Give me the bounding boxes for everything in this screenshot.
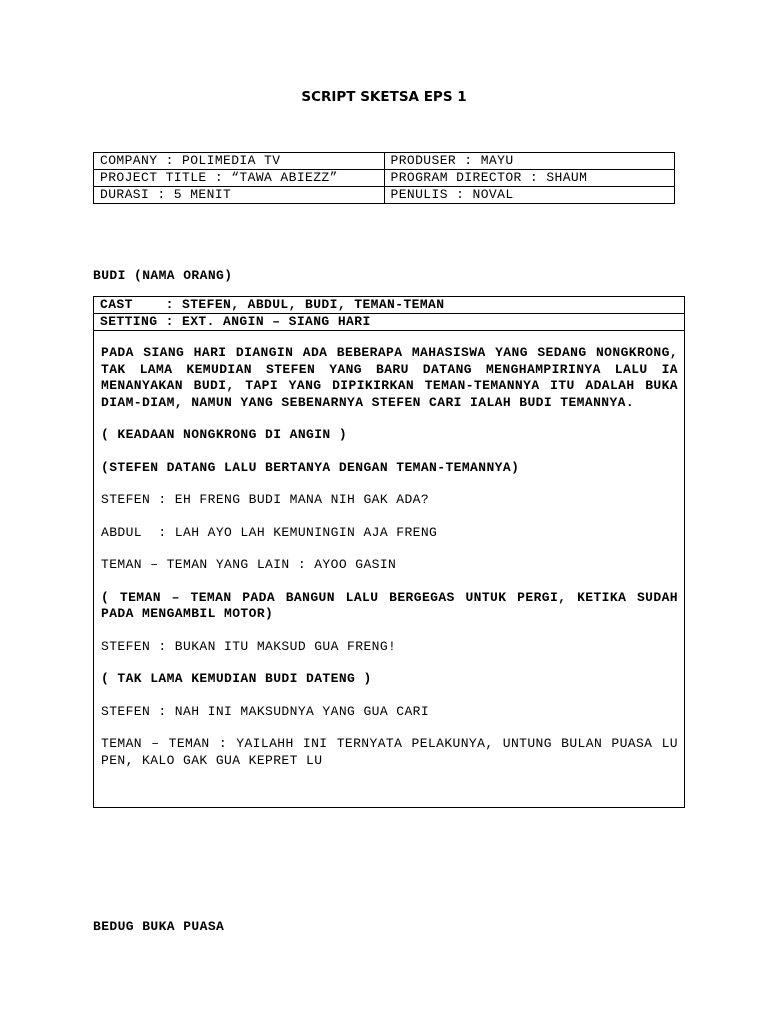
company-cell: COMPANY : POLIMEDIA TV <box>94 153 385 170</box>
penulis-cell: PENULIS : NOVAL <box>384 187 675 204</box>
scene-2-heading: BEDUG BUKA PUASA <box>93 919 225 934</box>
scene-body <box>94 331 684 769</box>
production-info-table <box>93 152 675 204</box>
cast-row: CAST : STEFEN, ABDUL, BUDI, TEMAN-TEMAN <box>94 297 684 314</box>
durasi-cell: DURASI : 5 MENIT <box>94 187 385 204</box>
scene-description: PADA SIANG HARI DIANGIN ADA BEBERAPA MAHASISWA YANG SEDANG NONGKRONG, TAK LAMA KEMUDIAN STEFEN YANG BARU DATANG MENGHAMPIRINYA LALU IA MENANYAKAN BUDI, TAPI YANG DIPIKIRKAN TEMAN-TEMANNYA ITU ADALAH BUKA DIAM-DIAM, NAMUN YANG SEBENARNYA STEFEN CARI IALAH BUDI TEMANNYA. <box>101 345 678 410</box>
stage-direction: (STEFEN DATANG LALU BERTANYA DENGAN TEMAN-TEMANNYA) <box>101 459 520 475</box>
dialogue-line: TEMAN – TEMAN YANG LAIN : AYOO GASIN <box>101 557 397 572</box>
dialogue-line: STEFEN : EH FRENG BUDI MANA NIH GAK ADA? <box>101 492 430 507</box>
dialogue-line: STEFEN : BUKAN ITU MAKSUD GUA FRENG! <box>101 638 397 654</box>
dialogue-line: STEFEN : NAH INI MAKSUDNYA YANG GUA CARI <box>101 703 430 719</box>
document-title: SCRIPT SKETSA EPS 1 <box>301 89 467 105</box>
table-row <box>94 170 675 187</box>
scene-1-box <box>93 296 685 808</box>
produser-cell: PRODUSER : MAYU <box>384 153 675 170</box>
project-title-cell: PROJECT TITLE : “TAWA ABIEZZ” <box>94 170 385 187</box>
dialogue-line: ABDUL : LAH AYO LAH KEMUNINGIN AJA FRENG <box>101 524 438 540</box>
setting-row: SETTING : EXT. ANGIN – SIANG HARI <box>94 314 684 331</box>
scene-1-heading: BUDI (NAMA ORANG) <box>93 268 233 283</box>
table-row <box>94 153 675 170</box>
table-row <box>94 187 675 204</box>
stage-direction: ( KEADAAN NONGKRONG DI ANGIN ) <box>101 427 348 442</box>
stage-direction: ( TEMAN – TEMAN PADA BANGUN LALU BERGEGAS UNTUK PERGI, KETIKA SUDAH PADA MENGAMBIL MOTOR) <box>101 589 678 621</box>
dialogue-line: TEMAN – TEMAN : YAILAHH INI TERNYATA PELAKUNYA, UNTUNG BULAN PUASA LU PEN, KALO GAK GUA KEPRET LU <box>101 736 678 768</box>
program-director-cell: PROGRAM DIRECTOR : SHAUM <box>384 170 675 187</box>
stage-direction: ( TAK LAMA KEMUDIAN BUDI DATENG ) <box>101 671 372 686</box>
